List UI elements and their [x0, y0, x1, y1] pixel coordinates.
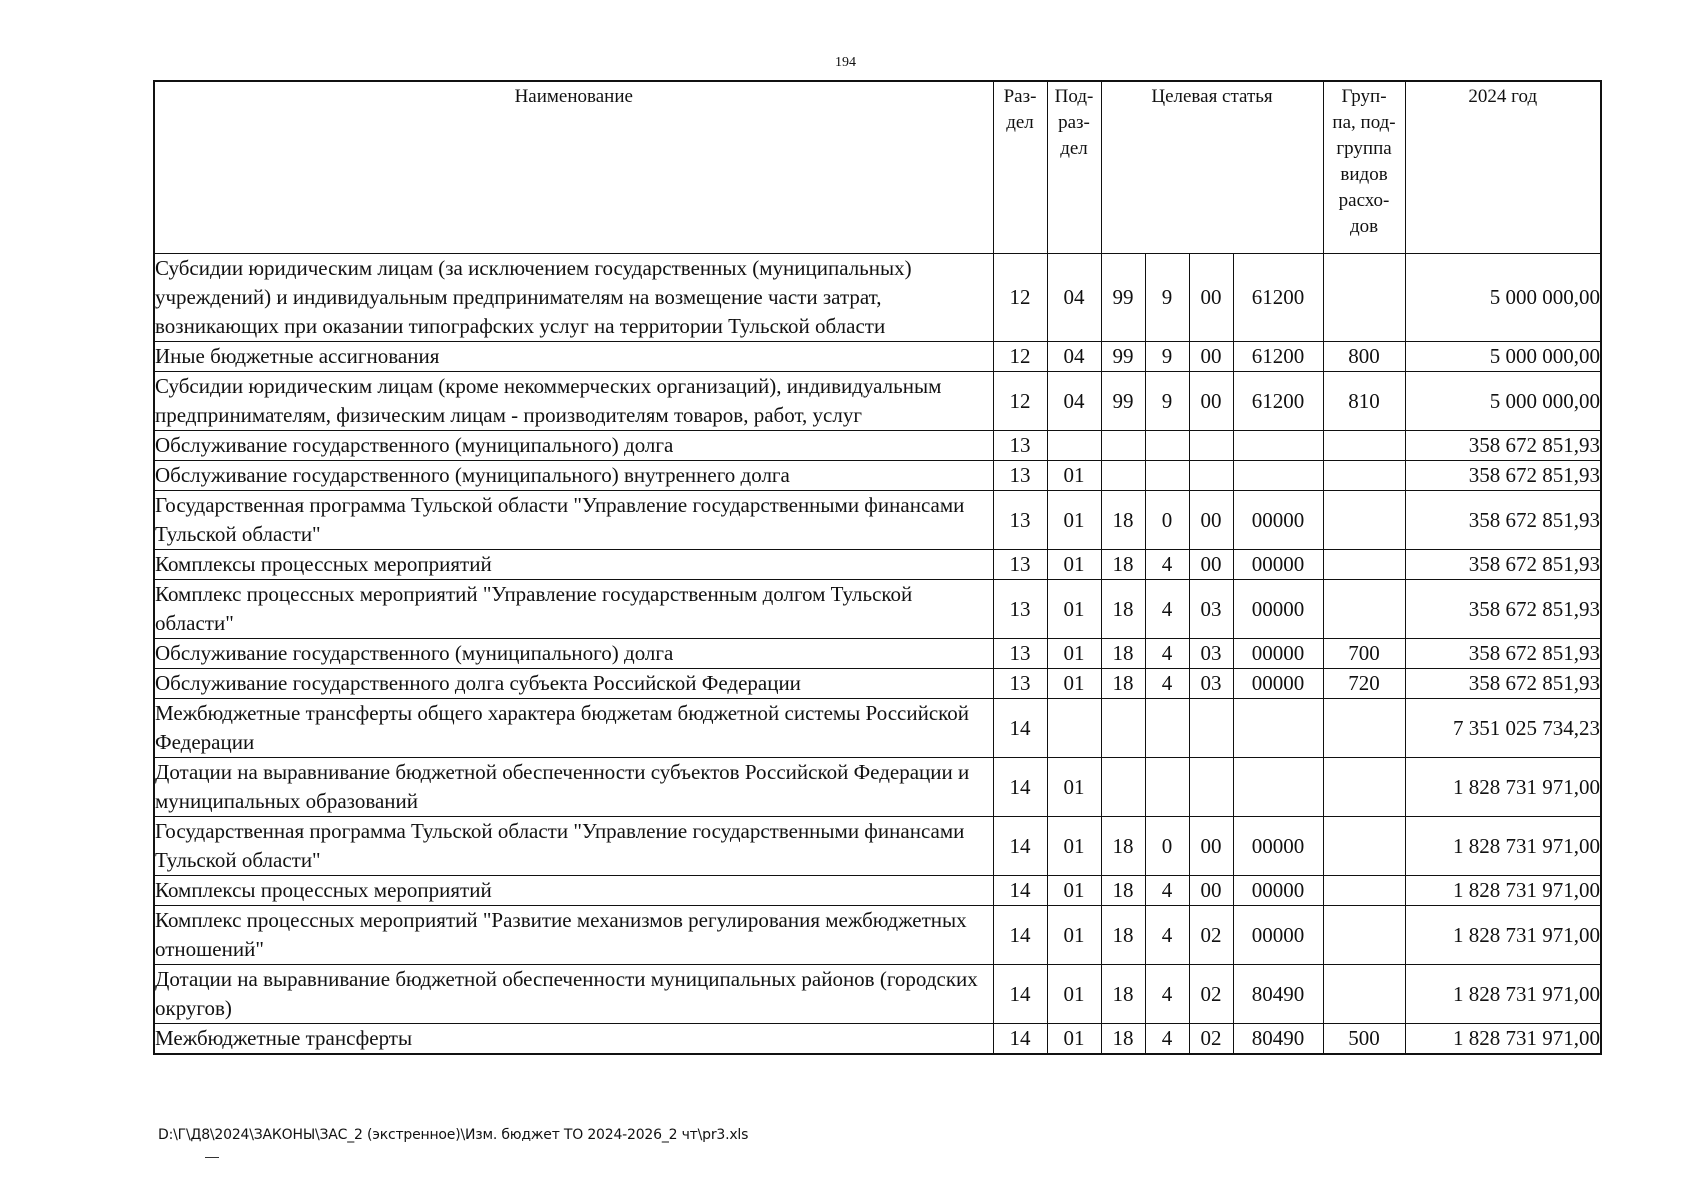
cell-amount: 5 000 000,00 — [1405, 372, 1601, 431]
table-header-row — [154, 81, 1601, 254]
table-row — [154, 699, 1601, 758]
cell-target-subprogram: 4 — [1145, 550, 1189, 580]
cell-target-direction: 80490 — [1233, 1024, 1323, 1055]
table-row — [154, 639, 1601, 669]
table-row — [154, 817, 1601, 876]
cell-podrazdel: 01 — [1047, 639, 1101, 669]
cell-amount: 1 828 731 971,00 — [1405, 1024, 1601, 1055]
cell-expense-group — [1323, 817, 1405, 876]
cell-razdel: 13 — [993, 639, 1047, 669]
cell-expense-group: 700 — [1323, 639, 1405, 669]
cell-target-direction: 00000 — [1233, 491, 1323, 550]
cell-razdel: 14 — [993, 965, 1047, 1024]
cell-name: Субсидии юридическим лицам (за исключением государственных (муниципальных) учреждений) и индивидуальным предпринимателям на возмещение части затрат, возникающих при оказании типографских услуг на территории Тульской области — [154, 254, 993, 342]
table-row — [154, 372, 1601, 431]
cell-target-direction — [1233, 699, 1323, 758]
cell-target-program — [1101, 758, 1145, 817]
cell-target-event — [1189, 758, 1233, 817]
cell-target-program: 18 — [1101, 817, 1145, 876]
cell-razdel: 14 — [993, 817, 1047, 876]
cell-razdel: 13 — [993, 431, 1047, 461]
cell-expense-group — [1323, 699, 1405, 758]
cell-target-direction: 00000 — [1233, 876, 1323, 906]
table-row — [154, 491, 1601, 550]
cell-expense-group — [1323, 758, 1405, 817]
cell-target-event — [1189, 699, 1233, 758]
cell-target-subprogram: 0 — [1145, 817, 1189, 876]
cell-target-event: 02 — [1189, 906, 1233, 965]
cell-target-event: 00 — [1189, 342, 1233, 372]
cell-amount: 358 672 851,93 — [1405, 431, 1601, 461]
table-row — [154, 1024, 1601, 1055]
cell-target-program — [1101, 431, 1145, 461]
cell-target-program: 18 — [1101, 1024, 1145, 1055]
table-row — [154, 965, 1601, 1024]
cell-name: Межбюджетные трансферты — [154, 1024, 993, 1055]
header-podrazdel: Под- раз- дел — [1047, 81, 1101, 254]
cell-target-subprogram: 4 — [1145, 1024, 1189, 1055]
cell-target-direction: 61200 — [1233, 342, 1323, 372]
table-body — [154, 254, 1601, 1055]
table-row — [154, 342, 1601, 372]
cell-podrazdel — [1047, 699, 1101, 758]
cell-target-program — [1101, 699, 1145, 758]
cell-amount: 1 828 731 971,00 — [1405, 817, 1601, 876]
cell-target-subprogram: 9 — [1145, 372, 1189, 431]
table-row — [154, 876, 1601, 906]
cell-target-program: 18 — [1101, 876, 1145, 906]
cell-amount: 5 000 000,00 — [1405, 254, 1601, 342]
cell-target-subprogram: 9 — [1145, 254, 1189, 342]
header-name: Наименование — [154, 81, 993, 254]
table-row — [154, 906, 1601, 965]
cell-expense-group: 500 — [1323, 1024, 1405, 1055]
cell-razdel: 14 — [993, 876, 1047, 906]
cell-target-event: 00 — [1189, 254, 1233, 342]
cell-target-direction: 00000 — [1233, 550, 1323, 580]
cell-target-event: 03 — [1189, 580, 1233, 639]
table-row — [154, 669, 1601, 699]
cell-expense-group: 720 — [1323, 669, 1405, 699]
cell-expense-group — [1323, 876, 1405, 906]
footer-file-path: D:\Г\Д8\2024\ЗАКОНЫ\ЗАС_2 (экстренное)\Изм. бюджет ТО 2024-2026_2 чт\pr3.xls — [158, 1127, 749, 1143]
cell-expense-group: 800 — [1323, 342, 1405, 372]
cell-target-event: 00 — [1189, 491, 1233, 550]
cell-razdel: 14 — [993, 1024, 1047, 1055]
cell-razdel: 14 — [993, 906, 1047, 965]
cell-name: Комплексы процессных мероприятий — [154, 550, 993, 580]
table-row — [154, 431, 1601, 461]
cell-name: Комплексы процессных мероприятий — [154, 876, 993, 906]
cell-podrazdel: 01 — [1047, 906, 1101, 965]
cell-razdel: 14 — [993, 758, 1047, 817]
cell-name: Субсидии юридическим лицам (кроме некоммерческих организаций), индивидуальным предпринимателям, физическим лицам - производителям товаров, работ, услуг — [154, 372, 993, 431]
cell-podrazdel: 04 — [1047, 254, 1101, 342]
cell-target-direction — [1233, 758, 1323, 817]
cell-target-program: 18 — [1101, 491, 1145, 550]
cell-podrazdel: 01 — [1047, 580, 1101, 639]
cell-target-program — [1101, 461, 1145, 491]
header-year-2024: 2024 год — [1405, 81, 1601, 254]
cell-target-subprogram: 4 — [1145, 669, 1189, 699]
cell-target-subprogram: 4 — [1145, 906, 1189, 965]
cell-amount: 358 672 851,93 — [1405, 491, 1601, 550]
budget-table — [153, 80, 1602, 1055]
cell-podrazdel: 01 — [1047, 669, 1101, 699]
cell-name: Дотации на выравнивание бюджетной обеспеченности субъектов Российской Федерации и муниципальных образований — [154, 758, 993, 817]
cell-amount: 1 828 731 971,00 — [1405, 758, 1601, 817]
cell-target-event: 02 — [1189, 1024, 1233, 1055]
table-row — [154, 580, 1601, 639]
table-row — [154, 758, 1601, 817]
cell-amount: 358 672 851,93 — [1405, 639, 1601, 669]
cell-name: Обслуживание государственного долга субъекта Российской Федерации — [154, 669, 993, 699]
cell-expense-group — [1323, 254, 1405, 342]
table-row — [154, 254, 1601, 342]
cell-amount: 7 351 025 734,23 — [1405, 699, 1601, 758]
cell-razdel: 12 — [993, 372, 1047, 431]
cell-razdel: 12 — [993, 342, 1047, 372]
cell-amount: 1 828 731 971,00 — [1405, 876, 1601, 906]
cell-target-event: 00 — [1189, 372, 1233, 431]
cell-target-program: 18 — [1101, 906, 1145, 965]
cell-name: Комплекс процессных мероприятий "Развитие механизмов регулирования межбюджетных отношений" — [154, 906, 993, 965]
cell-target-program: 18 — [1101, 580, 1145, 639]
cell-podrazdel: 01 — [1047, 817, 1101, 876]
cell-target-program: 18 — [1101, 639, 1145, 669]
cell-razdel: 13 — [993, 580, 1047, 639]
cell-expense-group — [1323, 906, 1405, 965]
cell-target-subprogram: 0 — [1145, 491, 1189, 550]
cell-podrazdel — [1047, 431, 1101, 461]
cell-target-direction: 80490 — [1233, 965, 1323, 1024]
cell-target-event: 02 — [1189, 965, 1233, 1024]
cell-podrazdel: 01 — [1047, 491, 1101, 550]
cell-podrazdel: 04 — [1047, 342, 1101, 372]
cell-expense-group — [1323, 965, 1405, 1024]
cell-target-event: 00 — [1189, 876, 1233, 906]
cell-amount: 1 828 731 971,00 — [1405, 965, 1601, 1024]
cell-podrazdel: 01 — [1047, 461, 1101, 491]
cell-name: Государственная программа Тульской области "Управление государственными финансами Тульской области" — [154, 491, 993, 550]
cell-target-direction: 00000 — [1233, 906, 1323, 965]
table-row — [154, 550, 1601, 580]
cell-target-subprogram: 4 — [1145, 876, 1189, 906]
cell-target-direction: 00000 — [1233, 639, 1323, 669]
cell-target-direction: 00000 — [1233, 817, 1323, 876]
cell-target-program: 99 — [1101, 254, 1145, 342]
cell-target-direction: 61200 — [1233, 372, 1323, 431]
table-row — [154, 461, 1601, 491]
cell-razdel: 13 — [993, 669, 1047, 699]
cell-podrazdel: 01 — [1047, 965, 1101, 1024]
cell-name: Государственная программа Тульской области "Управление государственными финансами Тульской области" — [154, 817, 993, 876]
cell-razdel: 12 — [993, 254, 1047, 342]
cell-target-program: 99 — [1101, 372, 1145, 431]
cell-expense-group: 810 — [1323, 372, 1405, 431]
cell-target-program: 18 — [1101, 965, 1145, 1024]
cell-podrazdel: 01 — [1047, 550, 1101, 580]
cell-amount: 358 672 851,93 — [1405, 669, 1601, 699]
cell-expense-group — [1323, 491, 1405, 550]
cell-target-subprogram: 9 — [1145, 342, 1189, 372]
cell-target-subprogram: 4 — [1145, 580, 1189, 639]
cell-name: Обслуживание государственного (муниципального) долга — [154, 639, 993, 669]
cell-razdel: 13 — [993, 491, 1047, 550]
cell-amount: 1 828 731 971,00 — [1405, 906, 1601, 965]
cell-target-direction: 00000 — [1233, 580, 1323, 639]
header-target-article: Целевая статья — [1101, 81, 1323, 254]
cell-target-event: 00 — [1189, 550, 1233, 580]
cell-amount: 358 672 851,93 — [1405, 550, 1601, 580]
footer-mark — [205, 1157, 219, 1158]
cell-name: Межбюджетные трансферты общего характера бюджетам бюджетной системы Российской Федерации — [154, 699, 993, 758]
cell-expense-group — [1323, 580, 1405, 639]
cell-target-event: 00 — [1189, 817, 1233, 876]
cell-target-event: 03 — [1189, 669, 1233, 699]
cell-razdel: 14 — [993, 699, 1047, 758]
cell-expense-group — [1323, 461, 1405, 491]
cell-target-subprogram — [1145, 461, 1189, 491]
cell-target-direction — [1233, 461, 1323, 491]
cell-target-event — [1189, 431, 1233, 461]
cell-name: Обслуживание государственного (муниципального) внутреннего долга — [154, 461, 993, 491]
cell-amount: 358 672 851,93 — [1405, 461, 1601, 491]
cell-target-direction: 00000 — [1233, 669, 1323, 699]
cell-target-program: 18 — [1101, 669, 1145, 699]
cell-name: Обслуживание государственного (муниципального) долга — [154, 431, 993, 461]
cell-name: Иные бюджетные ассигнования — [154, 342, 993, 372]
cell-podrazdel: 04 — [1047, 372, 1101, 431]
cell-target-subprogram — [1145, 699, 1189, 758]
cell-podrazdel: 01 — [1047, 758, 1101, 817]
cell-amount: 358 672 851,93 — [1405, 580, 1601, 639]
cell-target-subprogram — [1145, 431, 1189, 461]
cell-name: Комплекс процессных мероприятий "Управление государственным долгом Тульской области" — [154, 580, 993, 639]
cell-razdel: 13 — [993, 461, 1047, 491]
cell-expense-group — [1323, 550, 1405, 580]
cell-podrazdel: 01 — [1047, 1024, 1101, 1055]
cell-amount: 5 000 000,00 — [1405, 342, 1601, 372]
cell-podrazdel: 01 — [1047, 876, 1101, 906]
cell-target-program: 18 — [1101, 550, 1145, 580]
cell-target-subprogram: 4 — [1145, 639, 1189, 669]
header-razdel: Раз- дел — [993, 81, 1047, 254]
cell-target-subprogram — [1145, 758, 1189, 817]
cell-target-event — [1189, 461, 1233, 491]
page-number: 194 — [835, 55, 856, 70]
cell-target-direction: 61200 — [1233, 254, 1323, 342]
header-expense-group: Груп- па, под- группа видов расхо- дов — [1323, 81, 1405, 254]
cell-name: Дотации на выравнивание бюджетной обеспеченности муниципальных районов (городских округов) — [154, 965, 993, 1024]
cell-razdel: 13 — [993, 550, 1047, 580]
cell-target-program: 99 — [1101, 342, 1145, 372]
cell-target-subprogram: 4 — [1145, 965, 1189, 1024]
cell-expense-group — [1323, 431, 1405, 461]
cell-target-event: 03 — [1189, 639, 1233, 669]
cell-target-direction — [1233, 431, 1323, 461]
